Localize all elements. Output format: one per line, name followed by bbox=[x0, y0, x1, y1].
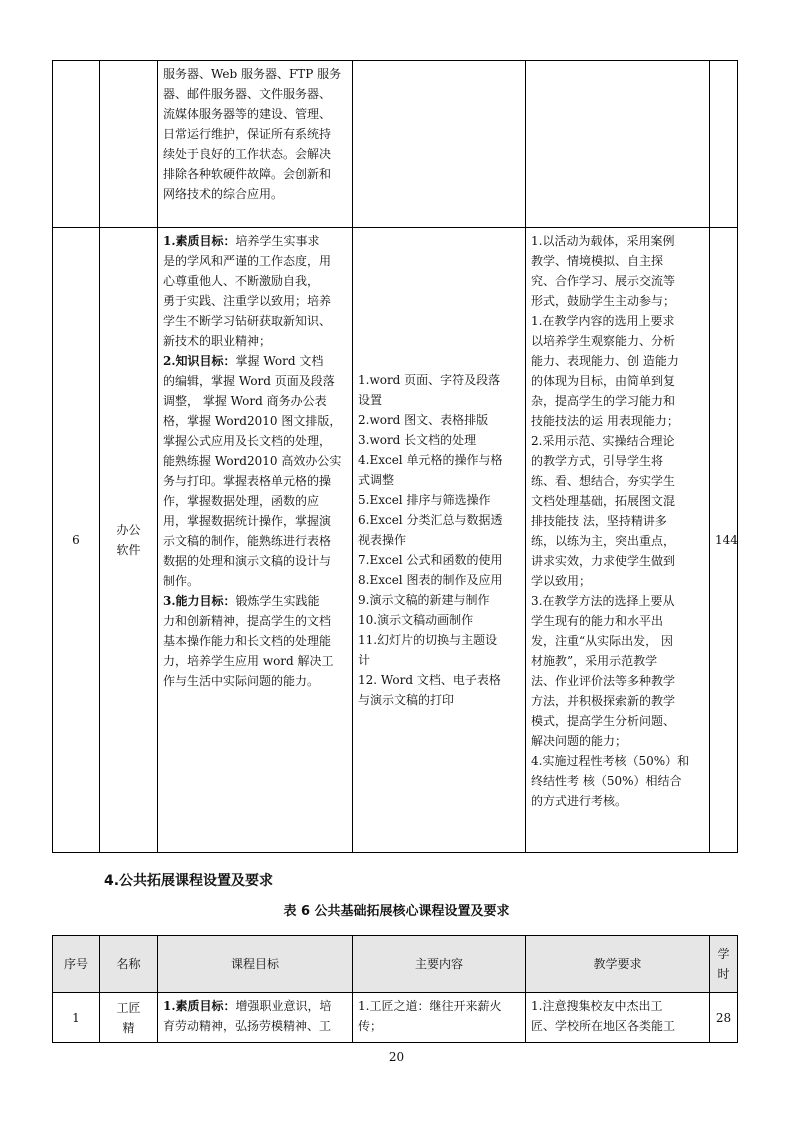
cell-text-line: 用，掌握数据统计操作，掌握演 bbox=[163, 514, 332, 528]
page-number: 20 bbox=[388, 1050, 405, 1064]
cell-text-line: 传； bbox=[358, 1019, 383, 1033]
cell-text-line: 2.知识目标：掌握 Word 文档 bbox=[163, 354, 324, 368]
cell-text-line: 格，掌握 Word2010 图文排版， bbox=[163, 414, 342, 428]
hours-cell bbox=[710, 61, 738, 228]
cell-text-line: 的编辑，掌握 Word 页面及段落 bbox=[163, 374, 335, 388]
course-table-continued bbox=[52, 60, 738, 853]
cell-text-line: 是的学风和严谨的工作态度，用 bbox=[163, 254, 332, 268]
cell-text-line: 12. Word 文档、电子表格 bbox=[358, 673, 501, 687]
course-name-cell bbox=[100, 993, 158, 1043]
table-row bbox=[53, 61, 738, 228]
cell-text-line: 育劳动精神，弘扬劳模精神、工 bbox=[163, 1019, 332, 1033]
cell-text-line: 心尊重他人、不断激励自我， bbox=[163, 274, 320, 288]
cell-text-line: 解决问题的能力； bbox=[531, 734, 628, 748]
header-name: 名称 bbox=[100, 936, 158, 993]
cell-text-line: 练，以练为主，突出重点， bbox=[531, 534, 676, 548]
course-goal-cell bbox=[158, 61, 353, 228]
cell-text-line: 11.幻灯片的切换与主题设 bbox=[358, 633, 498, 647]
header-req: 教学要求 bbox=[526, 936, 710, 993]
table-row bbox=[53, 993, 738, 1043]
cell-text-line: 文档处理基础，拓展图文混 bbox=[531, 494, 676, 508]
cell-text-line: 计 bbox=[358, 653, 371, 667]
cell-text-line: 讲求实效，力求使学生做到 bbox=[531, 554, 676, 568]
cell-text-line: 4.实施过程性考核（50%）和 bbox=[531, 754, 690, 768]
cell-text-line: 学生现有的能力和水平出 bbox=[531, 614, 664, 628]
cell-text-line: 器、邮件服务器、文件服务器、 bbox=[163, 87, 332, 101]
cell-text-line: 1.注意搜集校友中杰出工 bbox=[531, 999, 663, 1013]
cell-text-line: 教学、情境模拟、自主探 bbox=[531, 254, 664, 268]
course-goal-cell bbox=[158, 228, 353, 853]
cell-text-line: 发，注重“从实际出发， 因 bbox=[531, 634, 673, 648]
teaching-req-cell bbox=[526, 61, 710, 228]
cell-text-line: 流媒体服务器等的建设、管理、 bbox=[163, 107, 332, 121]
cell-text-line: 究、合作学习、展示交流等 bbox=[531, 274, 676, 288]
cell-text-line: 学以致用； bbox=[531, 574, 592, 588]
cell-text-line: 能力、表现能力、创 造能力 bbox=[531, 354, 679, 368]
cell-text-line: 材施教”，采用示范教学 bbox=[531, 654, 658, 668]
hours-cell: 28 bbox=[710, 993, 738, 1043]
row-number-cell: 6 bbox=[53, 228, 100, 853]
cell-text-line: 2.采用示范、实操结合理论 bbox=[531, 434, 675, 448]
cell-text-line: 排技能技 法，坚持精讲多 bbox=[531, 514, 667, 528]
cell-text-line: 杂，提高学生的学习能力和 bbox=[531, 394, 676, 408]
cell-text-line: 2.word 图文、表格排版 bbox=[358, 413, 489, 427]
cell-text-line: 技能技法的运 用表现能力； bbox=[531, 414, 679, 428]
cell-text-line: 勇于实践、注重学以致用；培养 bbox=[163, 294, 332, 308]
cell-text-line: 匠、学校所在地区各类能工 bbox=[531, 1019, 676, 1033]
header-row bbox=[53, 936, 738, 993]
cell-text-line: 模式，提高学生分析问题、 bbox=[531, 714, 676, 728]
cell-text-line: 5.Excel 排序与筛选操作 bbox=[358, 493, 491, 507]
cell-text-line: 法、作业评价法等多种教学 bbox=[531, 674, 676, 688]
cell-text-line: 软件 bbox=[116, 543, 141, 557]
cell-text-line: 日常运行维护，保证所有系统持 bbox=[163, 127, 332, 141]
cell-text-line: 1.素质目标：培养学生实事求 bbox=[163, 234, 320, 248]
cell-text-line: 的方式进行考核。 bbox=[531, 794, 628, 808]
extension-course-table bbox=[52, 935, 738, 1043]
cell-text-line: 1.素质目标：增强职业意识，培 bbox=[163, 999, 332, 1013]
cell-text-line: 3.word 长文档的处理 bbox=[358, 433, 477, 447]
course-name-cell bbox=[100, 61, 158, 228]
cell-text-line: 9.演示文稿的新建与制作 bbox=[358, 593, 490, 607]
cell-text-line: 8.Excel 图表的制作及应用 bbox=[358, 573, 503, 587]
cell-text-line: 方法，并积极探索新的教学 bbox=[531, 694, 676, 708]
cell-text-line: 服务器、Web 服务器、FTP 服务 bbox=[163, 67, 342, 81]
cell-text-line: 7.Excel 公式和函数的使用 bbox=[358, 553, 503, 567]
cell-text-line: 示文稿的制作，能熟练进行表格 bbox=[163, 534, 332, 548]
cell-text-line: 学生不断学习钻研获取新知识、 bbox=[163, 314, 332, 328]
cell-text-line: 排除各种软硬件故障。会创新和 bbox=[163, 167, 332, 181]
cell-text-line: 1.工匠之道：继往开来薪火 bbox=[358, 999, 502, 1013]
cell-text-line: 设置 bbox=[358, 393, 383, 407]
cell-text-line: 基本操作能力和长文档的处理能 bbox=[163, 634, 332, 648]
cell-text-line: 工匠 bbox=[116, 1000, 141, 1015]
hours-cell: 144 bbox=[710, 228, 738, 853]
cell-text-line: 的教学方式，引导学生将 bbox=[531, 454, 664, 468]
cell-text-line: 数据的处理和演示文稿的设计与 bbox=[163, 554, 332, 568]
cell-text-line: 新技术的职业精神； bbox=[163, 334, 272, 348]
header-no: 序号 bbox=[53, 936, 100, 993]
cell-text-line: 3.能力目标：锻炼学生实践能 bbox=[163, 594, 320, 608]
table-caption: 表 6 公共基础拓展核心课程设置及要求 bbox=[283, 904, 510, 919]
course-name-cell bbox=[100, 228, 158, 853]
cell-text-line: 办公 bbox=[116, 523, 141, 537]
cell-text-line: 能熟练握 Word2010 高效办公实 bbox=[163, 454, 342, 468]
header-hours bbox=[710, 936, 738, 993]
cell-text-line: 作与生活中实际问题的能力。 bbox=[163, 674, 320, 688]
cell-text-line: 务与打印。掌握表格单元格的操 bbox=[163, 474, 332, 488]
cell-text-line: 精 bbox=[122, 1020, 135, 1035]
cell-text-line: 以培养学生观察能力、分析 bbox=[531, 334, 676, 348]
cell-text-line: 掌握公式应用及长文档的处理， bbox=[163, 434, 332, 448]
cell-text-line: 1.在教学内容的选用上要求 bbox=[531, 314, 675, 328]
cell-text-line: 的体现为目标，由简单到复 bbox=[531, 374, 676, 388]
cell-text-line: 网络技术的综合应用。 bbox=[163, 187, 284, 201]
teaching-req-cell bbox=[526, 993, 710, 1043]
cell-text-line: 形式，鼓励学生主动参与； bbox=[531, 294, 676, 308]
cell-text-line: 1.word 页面、字符及段落 bbox=[358, 373, 501, 387]
table-row bbox=[53, 228, 738, 853]
cell-text-line: 1.以活动为载体，采用案例 bbox=[531, 234, 675, 248]
cell-text-line: 练、看、想结合，夯实学生 bbox=[531, 474, 676, 488]
cell-text-line: 力，培养学生应用 word 解决工 bbox=[163, 654, 334, 668]
cell-text-line: 制作。 bbox=[163, 574, 200, 588]
row-number-cell bbox=[53, 61, 100, 228]
cell-text-line: 学 bbox=[717, 947, 730, 961]
section-title: 4.公共拓展课程设置及要求 bbox=[104, 873, 274, 889]
main-content-cell bbox=[353, 61, 526, 228]
main-content-cell bbox=[353, 993, 526, 1043]
cell-text-line: 4.Excel 单元格的操作与格 bbox=[358, 453, 503, 467]
cell-text-line: 3.在教学方法的选择上要从 bbox=[531, 594, 675, 608]
cell-text-line: 续处于良好的工作状态。会解决 bbox=[163, 147, 332, 161]
teaching-req-cell bbox=[526, 228, 710, 853]
cell-text-line: 6.Excel 分类汇总与数据透 bbox=[358, 513, 503, 527]
cell-text-line: 时 bbox=[717, 967, 730, 981]
header-goal: 课程目标 bbox=[158, 936, 353, 993]
cell-text-line: 力和创新精神，提高学生的文档 bbox=[163, 614, 332, 628]
cell-text-line: 与演示文稿的打印 bbox=[358, 693, 455, 707]
cell-text-line: 10.演示文稿动画制作 bbox=[358, 613, 474, 627]
cell-text-line: 式调整 bbox=[358, 473, 395, 487]
header-content: 主要内容 bbox=[353, 936, 526, 993]
cell-text-line: 视表操作 bbox=[358, 533, 407, 547]
cell-text-line: 终结性考 核（50%）相结合 bbox=[531, 774, 682, 788]
cell-text-line: 作，掌握数据处理，函数的应 bbox=[163, 494, 320, 508]
cell-text-line: 调整， 掌握 Word 商务办公表 bbox=[163, 394, 327, 408]
course-goal-cell bbox=[158, 993, 353, 1043]
row-number-cell: 1 bbox=[53, 993, 100, 1043]
main-content-cell bbox=[353, 228, 526, 853]
